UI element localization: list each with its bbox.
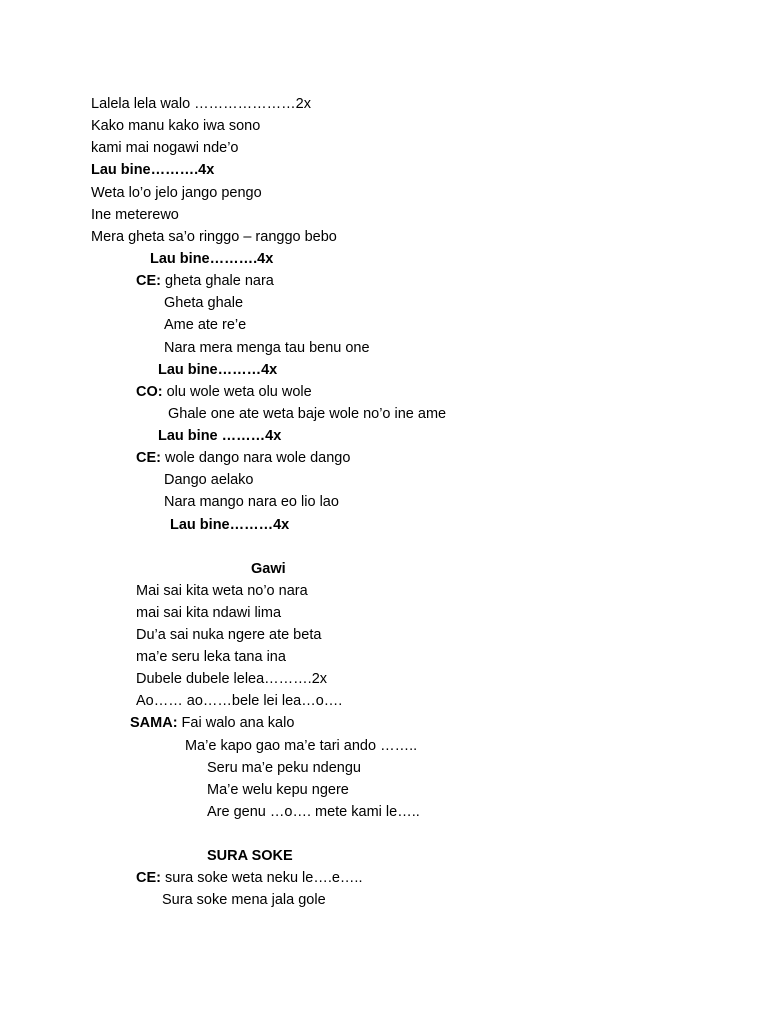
lyric-line [136,383,312,401]
lyric-text: gheta ghale nara [160,273,274,289]
lyric-line: Nara mango nara eo lio lao [164,494,339,510]
lyric-line: Ame ate re’e [164,317,247,333]
lyric-text: sura soke weta neku le….e….. [160,870,363,886]
lyric-line: Weta lo’o jelo jango pengo [91,185,262,201]
speaker-label: CE: [136,450,161,466]
lyric-line [130,714,294,732]
lyric-line: Du’a sai nuka ngere ate beta [136,627,322,643]
lyric-line: Lalela lela walo …………………2x [91,96,311,112]
lyric-line: Dubele dubele lelea……….2x [136,671,328,687]
lyric-line: Ao…… ao……bele lei lea…o…. [136,693,343,709]
lyric-line [136,449,350,467]
chorus-marker: Lau bine……….4x [150,251,274,267]
lyric-line [136,869,362,887]
chorus-marker: Lau bine………4x [170,517,290,533]
lyric-line: Kako manu kako iwa sono [91,118,261,134]
lyric-line: mai sai kita ndawi lima [136,605,282,621]
speaker-label: CE: [136,273,161,289]
chorus-marker: Lau bine ………4x [158,428,282,444]
lyric-line [136,272,274,290]
lyric-line: Mera gheta sa’o ringgo – ranggo bebo [91,229,337,245]
lyric-line: Gheta ghale [164,295,244,311]
speaker-label: CO: [136,384,163,400]
speaker-label: CE: [136,870,161,886]
chorus-marker: Lau bine……….4x [91,162,215,178]
speaker-label: SAMA: [130,715,178,731]
lyric-line: Nara mera menga tau benu one [164,340,370,356]
chorus-marker: Lau bine………4x [158,362,278,378]
lyric-line: Ma’e kapo gao ma’e tari ando …….. [185,738,418,754]
lyric-line: Ma’e welu kepu ngere [207,782,349,798]
section-heading: SURA SOKE [207,848,293,864]
lyric-text: wole dango nara wole dango [160,450,351,466]
lyric-line: Seru ma’e peku ndengu [207,760,361,776]
lyric-text: olu wole weta olu wole [162,384,312,400]
section-heading: Gawi [251,561,286,577]
lyric-line: kami mai nogawi nde’o [91,140,239,156]
lyric-line: Ghale one ate weta baje wole no’o ine ame [168,406,447,422]
lyric-line: Are genu …o…. mete kami le….. [207,804,420,820]
lyric-line: Dango aelako [164,472,254,488]
lyric-line: Sura soke mena jala gole [162,892,326,908]
lyric-line: ma’e seru leka tana ina [136,649,286,665]
lyric-text: Fai walo ana kalo [177,715,295,731]
lyric-line: Mai sai kita weta no’o nara [136,583,308,599]
lyric-line: Ine meterewo [91,207,179,223]
